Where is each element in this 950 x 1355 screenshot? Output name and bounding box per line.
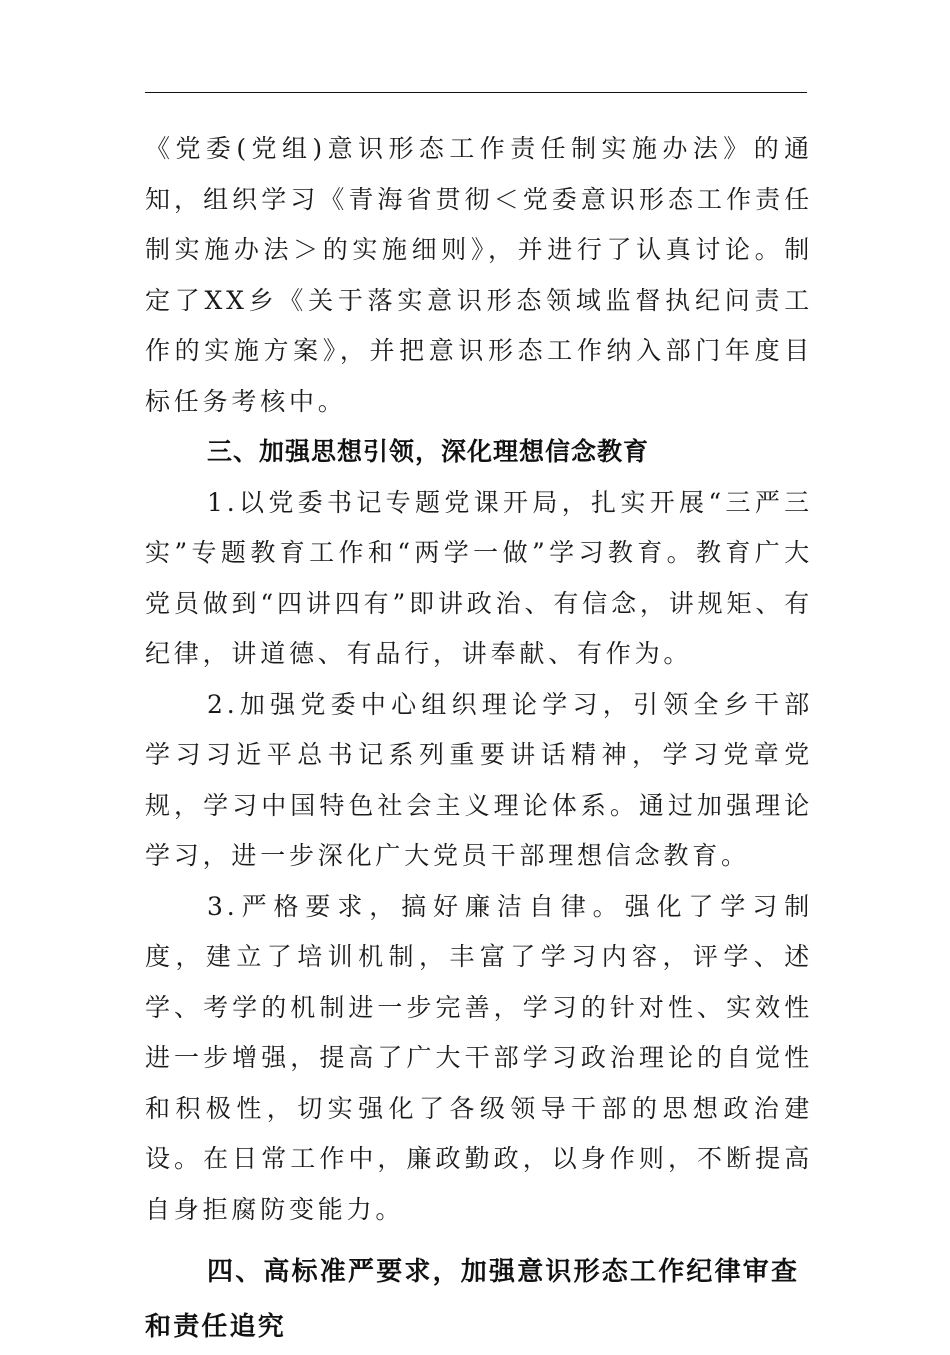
continued-paragraph: 《党委(党组)意识形态工作责任制实施办法》的通知，组织学习《青海省贯彻＜党委意识形态工作责任制实施办法＞的实施细则》，并进行了认真讨论。制定了XX乡《关于落实意识形态领域监督执纪问责工作的实施方案》，并把意识形态工作纳入部门年度目标任务考核中。 bbox=[145, 134, 813, 416]
header-rule bbox=[145, 92, 807, 93]
section-heading-4: 四、高标准严要求，加强意识形态工作纪律审查和责任追究 bbox=[145, 1257, 800, 1342]
paragraph-item-2: 2.加强党委中心组织理论学习，引领全乡干部学习习近平总书记系列重要讲话精神，学习党章党规，学习中国特色社会主义理论体系。通过加强理论学习，进一步深化广大党员干部理想信念教育。 bbox=[145, 689, 813, 870]
section-heading-3: 三、加强思想引领，深化理想信念教育 bbox=[207, 437, 650, 466]
document-body bbox=[145, 124, 813, 1355]
paragraph-item-1: 1.以党委书记专题党课开局，扎实开展“三严三实”专题教育工作和“两学一做”学习教育。教育广大党员做到“四讲四有”即讲政治、有信念，讲规矩、有纪律，讲道德、有品行，讲奉献、有作为。 bbox=[145, 487, 813, 668]
paragraph-item-3: 3.严格要求，搞好廉洁自律。强化了学习制度，建立了培训机制，丰富了学习内容，评学、述学、考学的机制进一步完善，学习的针对性、实效性进一步增强，提高了广大干部学习政治理论的自觉性和积极性，切实强化了各级领导干部的思想政治建设。在日常工作中，廉政勤政，以身作则，不断提高自身拒腐防变能力。 bbox=[145, 891, 813, 1224]
